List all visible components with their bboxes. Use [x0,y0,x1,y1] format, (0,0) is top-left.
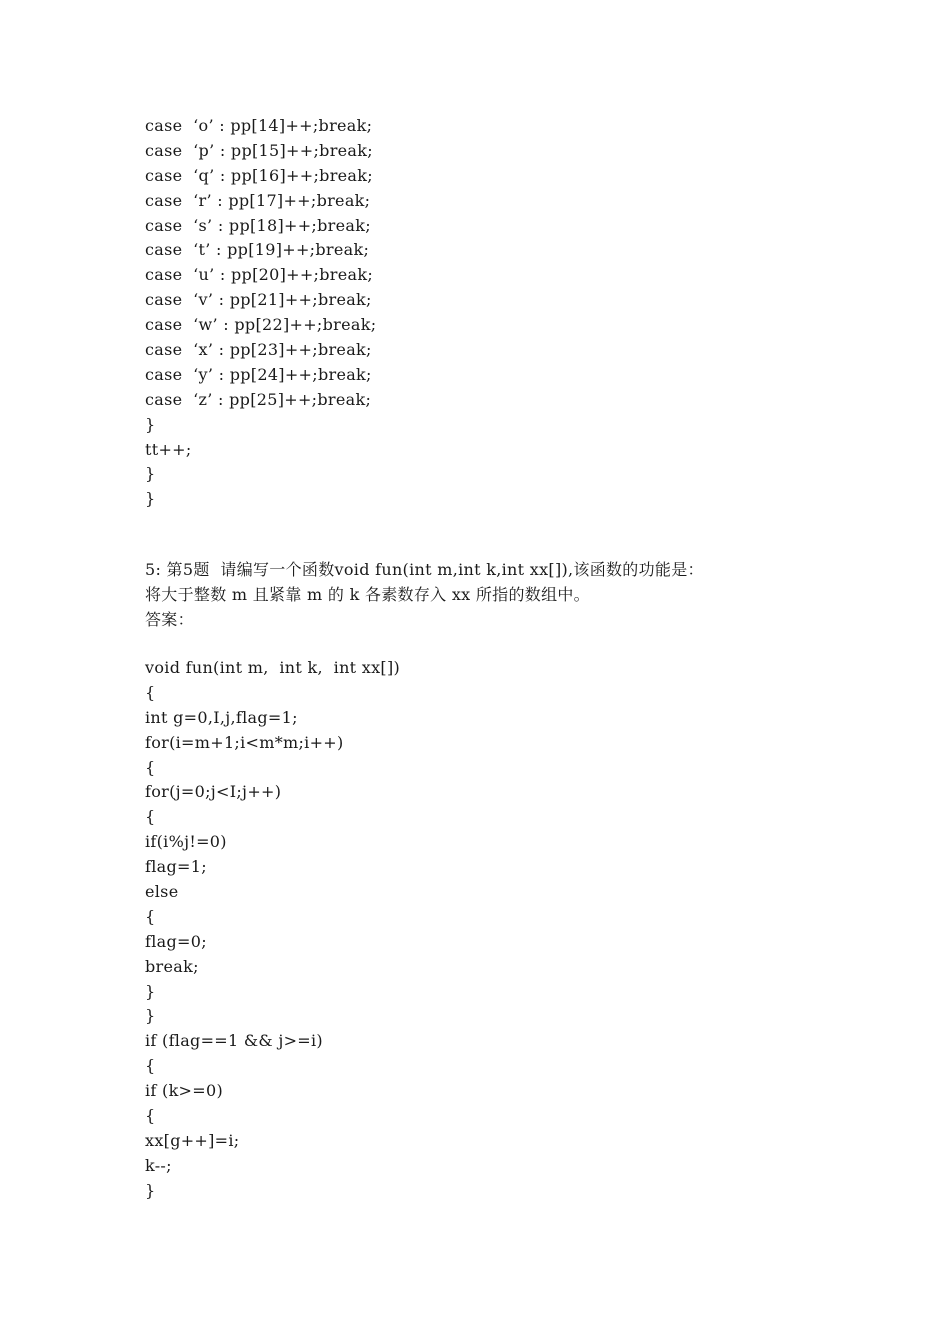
code-line: } [145,414,156,434]
code-line: case ‘x’ : pp[23]++;break; [145,340,372,360]
code-line: else [145,882,179,902]
code-line: tt++; [145,439,192,459]
code-line: } [145,489,156,509]
code-line: case ‘p’ : pp[15]++;break; [145,140,373,160]
code-line: case ‘w’ : pp[22]++;break; [145,315,377,335]
code-line: case ‘o’ : pp[14]++;break; [145,116,373,135]
code-line: { [145,807,156,827]
answer-label: 答案： [145,609,194,629]
code-line: case ‘v’ : pp[21]++;break; [145,290,372,310]
code-line: { [145,1106,156,1126]
code-line: case ‘s’ : pp[18]++;break; [145,215,371,235]
code-line: { [145,682,156,702]
code-line: void fun(int m, int k, int xx[]) [145,658,401,677]
code-line: case ‘z’ : pp[25]++;break; [145,389,372,409]
code-line: flag=1; [145,857,207,877]
code-line: case ‘q’ : pp[16]++;break; [145,165,373,185]
code-line: { [145,757,156,777]
code-line: } [145,1180,156,1200]
code-line: break; [145,956,199,976]
question-block [145,558,845,633]
code-line: k--; [145,1155,172,1175]
code-line: if (k>=0) [145,1081,223,1101]
code-line: } [145,464,156,484]
code-line: { [145,1056,156,1076]
code-line: int g=0,I,j,flag=1; [145,707,298,727]
code-line: if(i%j!=0) [145,832,227,852]
question-text-line: 5: 第5题 请编写一个函数void fun(int m,int k,int xx[]),该函数的功能是： [145,560,704,579]
code-line: } [145,1006,156,1026]
code-line: case ‘t’ : pp[19]++;break; [145,240,370,260]
code-line: { [145,906,156,926]
code-block-answer [145,656,845,1204]
question-text-line: 将大于整数 m 且紧靠 m 的 k 各素数存入 xx 所指的数组中。 [145,584,590,604]
code-line: case ‘r’ : pp[17]++;break; [145,190,371,210]
code-block-switch-cases [145,114,845,512]
code-line: case ‘y’ : pp[24]++;break; [145,364,372,384]
code-line: for(j=0;j<I;j++) [145,782,282,802]
code-line: for(i=m+1;i<m*m;i++) [145,732,344,752]
code-line: } [145,981,156,1001]
code-line: case ‘u’ : pp[20]++;break; [145,265,374,285]
code-line: flag=0; [145,931,207,951]
code-line: xx[g++]=i; [145,1130,240,1150]
code-line: if (flag==1 && j>=i) [145,1031,323,1051]
